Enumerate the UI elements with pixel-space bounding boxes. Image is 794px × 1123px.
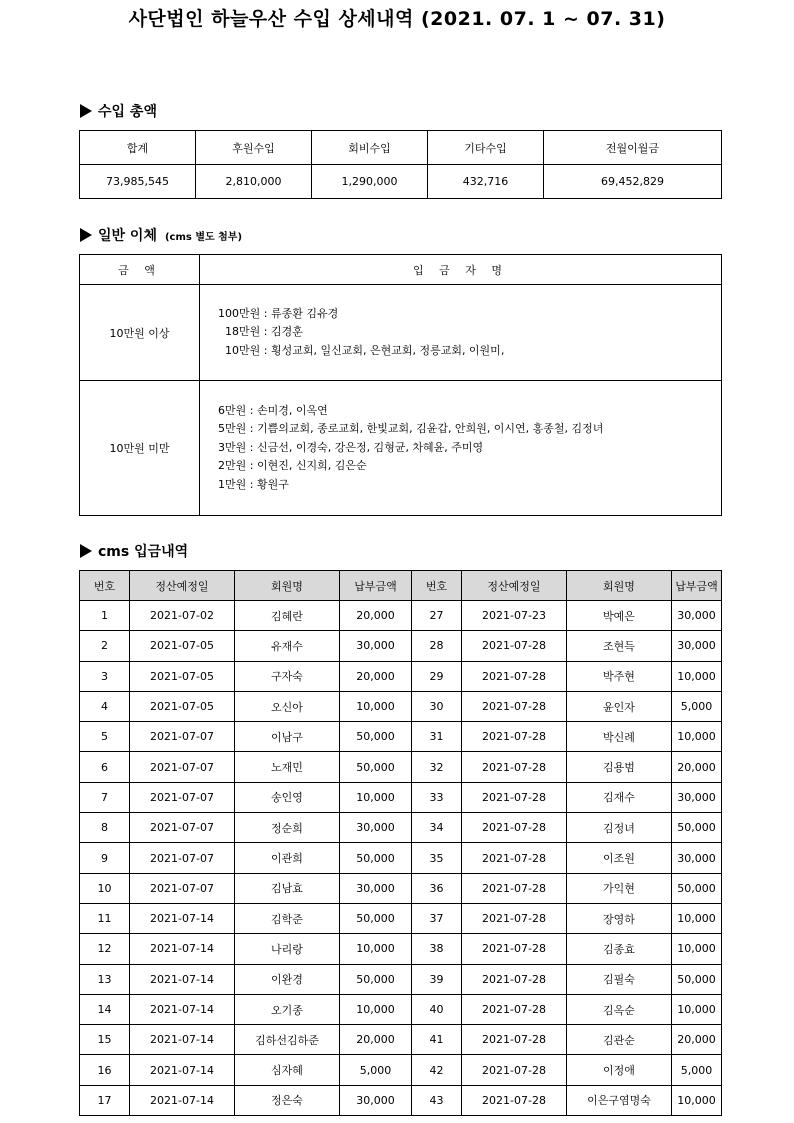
cms-cell-no: 15 (80, 1025, 130, 1055)
cms-cell-date: 2021-07-28 (462, 873, 567, 903)
cms-cell-amount: 10,000 (340, 934, 412, 964)
cms-cell-amount: 30,000 (672, 782, 722, 812)
cms-cell-no: 9 (80, 843, 130, 873)
cms-cell-no: 42 (412, 1055, 462, 1085)
cms-cell-amount: 10,000 (672, 934, 722, 964)
transfer-amount: 10만원 이상 (80, 285, 200, 381)
cms-cell-date: 2021-07-14 (130, 994, 235, 1024)
cms-cell-amount: 10,000 (672, 1085, 722, 1115)
cms-cell-amount: 10,000 (340, 782, 412, 812)
cms-cell-no: 3 (80, 661, 130, 691)
cms-cell-no: 33 (412, 782, 462, 812)
depositor-line: 18만원 : 김경훈 (225, 325, 303, 339)
table-row (80, 1055, 722, 1085)
cms-cell-amount: 50,000 (672, 813, 722, 843)
cms-cell-no: 28 (412, 631, 462, 661)
cms-cell-date: 2021-07-14 (130, 964, 235, 994)
cms-cell-member: 송인영 (235, 782, 340, 812)
table-row (80, 691, 722, 721)
cms-cell-amount: 30,000 (340, 873, 412, 903)
cms-cell-amount: 30,000 (340, 813, 412, 843)
cms-cell-no: 30 (412, 691, 462, 721)
cms-cell-date: 2021-07-28 (462, 964, 567, 994)
cms-header-row (80, 571, 722, 601)
cms-cell-amount: 5,000 (672, 1055, 722, 1085)
cms-cell-member: 김혜란 (235, 601, 340, 631)
cms-cell-date: 2021-07-14 (130, 1085, 235, 1115)
cms-cell-member: 장영하 (567, 903, 672, 933)
cms-cell-amount: 50,000 (340, 903, 412, 933)
cms-cell-date: 2021-07-28 (462, 722, 567, 752)
cms-cell-no: 29 (412, 661, 462, 691)
summary-value-other: 432,716 (428, 165, 544, 199)
summary-header-donation: 후원수입 (196, 131, 312, 165)
transfer-header-row (80, 255, 722, 285)
cms-header-no: 번호 (80, 571, 130, 601)
cms-cell-amount: 20,000 (340, 601, 412, 631)
cms-cell-no: 7 (80, 782, 130, 812)
cms-cell-member: 김용범 (567, 752, 672, 782)
cms-cell-date: 2021-07-28 (462, 903, 567, 933)
cms-cell-no: 4 (80, 691, 130, 721)
cms-cell-amount: 20,000 (672, 752, 722, 782)
cms-cell-member: 김필숙 (567, 964, 672, 994)
cms-cell-amount: 20,000 (340, 1025, 412, 1055)
transfer-heading-note: (cms 별도 첨부) (164, 231, 243, 243)
cms-cell-no: 31 (412, 722, 462, 752)
cms-cell-no: 32 (412, 752, 462, 782)
cms-cell-amount: 50,000 (340, 843, 412, 873)
cms-cell-date: 2021-07-28 (462, 631, 567, 661)
cms-cell-amount: 10,000 (340, 994, 412, 1024)
cms-cell-date: 2021-07-05 (130, 631, 235, 661)
table-row (80, 843, 722, 873)
cms-cell-member: 조현득 (567, 631, 672, 661)
summary-header-total: 합계 (80, 131, 196, 165)
cms-cell-date: 2021-07-05 (130, 691, 235, 721)
cms-cell-no: 43 (412, 1085, 462, 1115)
transfer-header-amount: 금 액 (80, 255, 200, 285)
triangle-bullet-icon (80, 228, 92, 242)
cms-cell-member: 이은구염명숙 (567, 1085, 672, 1115)
cms-header-amount: 납부금액 (672, 571, 722, 601)
cms-cell-date: 2021-07-28 (462, 661, 567, 691)
transfer-heading-label: 일반 이체 (98, 228, 157, 244)
cms-cell-no: 12 (80, 934, 130, 964)
cms-cell-amount: 30,000 (672, 601, 722, 631)
table-row (80, 873, 722, 903)
transfer-amount: 10만원 미만 (80, 381, 200, 516)
cms-cell-date: 2021-07-07 (130, 782, 235, 812)
cms-cell-amount: 30,000 (340, 631, 412, 661)
cms-cell-no: 38 (412, 934, 462, 964)
summary-header-row (80, 131, 722, 165)
cms-header-amount: 납부금액 (340, 571, 412, 601)
cms-cell-no: 8 (80, 813, 130, 843)
cms-cell-date: 2021-07-05 (130, 661, 235, 691)
summary-header-other: 기타수입 (428, 131, 544, 165)
cms-cell-member: 박주현 (567, 661, 672, 691)
cms-cell-date: 2021-07-28 (462, 1055, 567, 1085)
cms-cell-member: 윤인자 (567, 691, 672, 721)
cms-cell-member: 유재수 (235, 631, 340, 661)
cms-cell-member: 이남구 (235, 722, 340, 752)
summary-value-carryover: 69,452,829 (544, 165, 722, 199)
cms-cell-date: 2021-07-07 (130, 752, 235, 782)
cms-cell-amount: 10,000 (672, 661, 722, 691)
summary-heading-label: 수입 총액 (98, 104, 157, 120)
cms-cell-date: 2021-07-14 (130, 934, 235, 964)
cms-cell-date: 2021-07-02 (130, 601, 235, 631)
cms-cell-member: 가익현 (567, 873, 672, 903)
transfer-row (80, 285, 722, 381)
cms-cell-amount: 50,000 (340, 752, 412, 782)
cms-cell-no: 14 (80, 994, 130, 1024)
cms-cell-member: 김학준 (235, 903, 340, 933)
depositor-line: 3만원 : 신금선, 이경숙, 강은정, 김형균, 차혜윤, 주미영 (218, 440, 484, 454)
cms-cell-amount: 20,000 (340, 661, 412, 691)
table-row (80, 1085, 722, 1115)
depositor-line: 2만원 : 이현진, 신지희, 김은순 (218, 459, 367, 473)
cms-cell-member: 김종효 (567, 934, 672, 964)
table-row (80, 964, 722, 994)
cms-cell-member: 정순희 (235, 813, 340, 843)
depositor-line: 5만원 : 기쁨의교회, 종로교회, 한빛교회, 김윤갑, 안희원, 이시연, 홍종철, 김정녀 (218, 422, 604, 436)
cms-cell-member: 박예은 (567, 601, 672, 631)
cms-cell-no: 13 (80, 964, 130, 994)
cms-cell-date: 2021-07-14 (130, 1055, 235, 1085)
transfer-table (79, 254, 722, 516)
cms-cell-no: 37 (412, 903, 462, 933)
cms-cell-amount: 5,000 (672, 691, 722, 721)
cms-cell-date: 2021-07-23 (462, 601, 567, 631)
cms-cell-date: 2021-07-28 (462, 934, 567, 964)
cms-cell-member: 이관희 (235, 843, 340, 873)
summary-value-membership: 1,290,000 (312, 165, 428, 199)
cms-cell-no: 10 (80, 873, 130, 903)
cms-cell-amount: 50,000 (340, 722, 412, 752)
cms-cell-amount: 30,000 (672, 631, 722, 661)
cms-cell-date: 2021-07-28 (462, 1085, 567, 1115)
depositor-line: 1만원 : 황원구 (218, 477, 289, 491)
cms-cell-date: 2021-07-07 (130, 813, 235, 843)
summary-value-donation: 2,810,000 (196, 165, 312, 199)
transfer-depositors (200, 381, 722, 516)
triangle-bullet-icon (80, 544, 92, 558)
cms-cell-member: 김옥순 (567, 994, 672, 1024)
table-row (80, 813, 722, 843)
cms-cell-date: 2021-07-28 (462, 813, 567, 843)
table-row (80, 903, 722, 933)
cms-cell-no: 5 (80, 722, 130, 752)
cms-cell-no: 36 (412, 873, 462, 903)
cms-cell-member: 이조원 (567, 843, 672, 873)
summary-table (79, 130, 722, 199)
table-row (80, 631, 722, 661)
cms-cell-amount: 20,000 (672, 1025, 722, 1055)
cms-cell-no: 17 (80, 1085, 130, 1115)
cms-cell-date: 2021-07-28 (462, 691, 567, 721)
depositor-line: 100만원 : 류종환 김유경 (218, 306, 339, 320)
cms-cell-no: 1 (80, 601, 130, 631)
cms-cell-date: 2021-07-28 (462, 752, 567, 782)
cms-cell-no: 39 (412, 964, 462, 994)
cms-cell-member: 김정녀 (567, 813, 672, 843)
depositor-line: 6만원 : 손미경, 이옥연 (218, 403, 328, 417)
table-row (80, 934, 722, 964)
transfer-row (80, 381, 722, 516)
cms-cell-member: 김관순 (567, 1025, 672, 1055)
cms-heading-label: cms 입금내역 (98, 544, 189, 560)
cms-cell-amount: 50,000 (340, 964, 412, 994)
cms-cell-amount: 10,000 (340, 691, 412, 721)
cms-heading (80, 541, 188, 561)
table-row (80, 722, 722, 752)
cms-cell-amount: 30,000 (672, 843, 722, 873)
cms-cell-member: 김남효 (235, 873, 340, 903)
cms-cell-member: 심자혜 (235, 1055, 340, 1085)
cms-cell-date: 2021-07-28 (462, 1025, 567, 1055)
table-row (80, 782, 722, 812)
cms-cell-amount: 10,000 (672, 994, 722, 1024)
cms-header-date: 정산예정일 (462, 571, 567, 601)
cms-cell-date: 2021-07-14 (130, 903, 235, 933)
cms-cell-member: 김재수 (567, 782, 672, 812)
cms-cell-no: 6 (80, 752, 130, 782)
summary-header-membership: 회비수입 (312, 131, 428, 165)
cms-cell-date: 2021-07-28 (462, 994, 567, 1024)
cms-cell-member: 정은숙 (235, 1085, 340, 1115)
cms-header-no: 번호 (412, 571, 462, 601)
table-row (80, 994, 722, 1024)
cms-cell-member: 노재민 (235, 752, 340, 782)
cms-cell-no: 34 (412, 813, 462, 843)
cms-cell-amount: 5,000 (340, 1055, 412, 1085)
cms-cell-no: 41 (412, 1025, 462, 1055)
cms-cell-no: 35 (412, 843, 462, 873)
cms-cell-amount: 50,000 (672, 873, 722, 903)
cms-cell-member: 구자숙 (235, 661, 340, 691)
cms-cell-amount: 10,000 (672, 722, 722, 752)
cms-header-member: 회원명 (567, 571, 672, 601)
cms-cell-member: 박신례 (567, 722, 672, 752)
page-title: 사단법인 하늘우산 수입 상세내역 (2021. 07. 1 ~ 07. 31) (128, 8, 666, 30)
cms-cell-no: 16 (80, 1055, 130, 1085)
cms-cell-amount: 50,000 (672, 964, 722, 994)
transfer-depositors (200, 285, 722, 381)
cms-cell-date: 2021-07-07 (130, 722, 235, 752)
summary-heading (80, 101, 157, 121)
cms-cell-date: 2021-07-28 (462, 782, 567, 812)
cms-header-date: 정산예정일 (130, 571, 235, 601)
summary-value-row (80, 165, 722, 199)
table-row (80, 661, 722, 691)
cms-cell-no: 27 (412, 601, 462, 631)
transfer-header-depositors: 입 금 자 명 (200, 255, 722, 285)
cms-cell-date: 2021-07-07 (130, 843, 235, 873)
cms-cell-member: 나리랑 (235, 934, 340, 964)
cms-cell-member: 오신아 (235, 691, 340, 721)
cms-cell-date: 2021-07-07 (130, 873, 235, 903)
triangle-bullet-icon (80, 104, 92, 118)
cms-cell-date: 2021-07-28 (462, 843, 567, 873)
cms-body (80, 601, 722, 1116)
cms-cell-no: 11 (80, 903, 130, 933)
table-row (80, 1025, 722, 1055)
cms-cell-date: 2021-07-14 (130, 1025, 235, 1055)
cms-cell-amount: 10,000 (672, 903, 722, 933)
cms-cell-member: 이정애 (567, 1055, 672, 1085)
cms-cell-no: 40 (412, 994, 462, 1024)
cms-cell-no: 2 (80, 631, 130, 661)
cms-cell-member: 김하선김하준 (235, 1025, 340, 1055)
cms-table (79, 570, 722, 1116)
cms-cell-member: 오기종 (235, 994, 340, 1024)
cms-cell-member: 이완경 (235, 964, 340, 994)
summary-value-total: 73,985,545 (80, 165, 196, 199)
table-row (80, 752, 722, 782)
transfer-heading (80, 225, 242, 245)
cms-header-member: 회원명 (235, 571, 340, 601)
table-row (80, 601, 722, 631)
summary-header-carryover: 전월이월금 (544, 131, 722, 165)
cms-cell-amount: 30,000 (340, 1085, 412, 1115)
depositor-line: 10만원 : 횡성교회, 일신교회, 은현교회, 정릉교회, 이원미, (225, 343, 505, 357)
